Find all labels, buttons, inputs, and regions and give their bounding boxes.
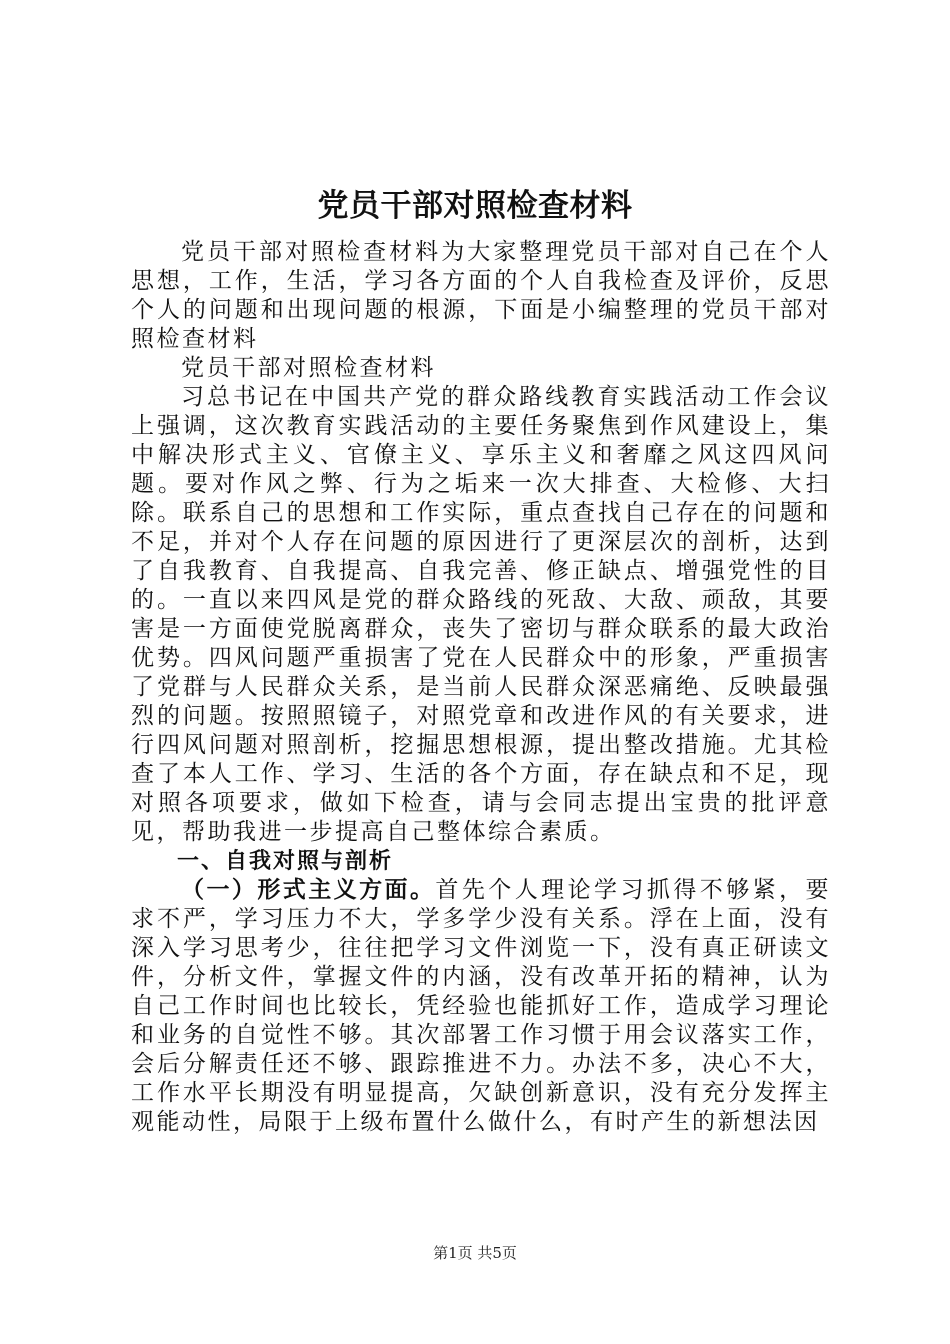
document-title: 党员干部对照检查材料	[317, 188, 633, 224]
page-footer: 第1页 共5页	[433, 1244, 517, 1262]
document-body	[131, 238, 831, 1137]
subsection-heading: （一）形式主义方面。	[181, 877, 436, 903]
repeat-title-line: 党员干部对照检查材料	[181, 355, 436, 381]
subsection-paragraph	[131, 876, 831, 1137]
section-heading: 一、自我对照与剖析	[177, 849, 394, 874]
intro-paragraph: 党员干部对照检查材料为大家整理党员干部对自己在个人思想，工作，生活，学习各方面的个人自我检查及评价，反思个人的问题和出现问题的根源，下面是小编整理的党员干部对照检查材料	[131, 239, 831, 352]
subsection-text: 首先个人理论学习抓得不够紧，要求不严，学习压力不大，学多学少没有关系。浮在上面，没有深入学习思考少，往往把学习文件浏览一下，没有真正研读文件，分析文件，掌握文件的内涵，没有改革开拓的精神，认为自己工作时间也比较长，凭经验也能抓好工作，造成学习理论和业务的自觉性不够。其次部署工作习惯于用会议落实工作，会后分解责任还不够、跟踪推进不力。办法不多，决心不大，工作水平长期没有明显提高，欠缺创新意识，没有充分发挥主观能动性，局限于上级布置什么做什么，有时产生的新想法因	[131, 877, 831, 1135]
main-paragraph: 习总书记在中国共产党的群众路线教育实践活动工作会议上强调，这次教育实践活动的主要任务聚焦到作风建设上，集中解决形式主义、官僚主义、享乐主义和奢靡之风这四风问题。要对作风之弊、行为之垢来一次大排查、大检修、大扫除。联系自己的思想和工作实际，重点查找自己存在的问题和不足，并对个人存在问题的原因进行了更深层次的剖析，达到了自我教育、自我提高、自我完善、修正缺点、增强党性的目的。一直以来四风是党的群众路线的死敌、大敌、顽敌，其要害是一方面使党脱离群众，丧失了密切与群众联系的最大政治优势。四风问题严重损害了党在人民群众中的形象，严重损害了党群与人民群众关系，是当前人民群众深恶痛绝、反映最强烈的问题。按照照镜子，对照党章和改进作风的有关要求，进行四风问题对照剖析，挖掘思想根源，提出整改措施。尤其检查了本人工作、学习、生活的各个方面，存在缺点和不足，现对照各项要求，做如下检查，请与会同志提出宝贵的批评意见，帮助我进一步提高自己整体综合素质。	[131, 384, 831, 845]
